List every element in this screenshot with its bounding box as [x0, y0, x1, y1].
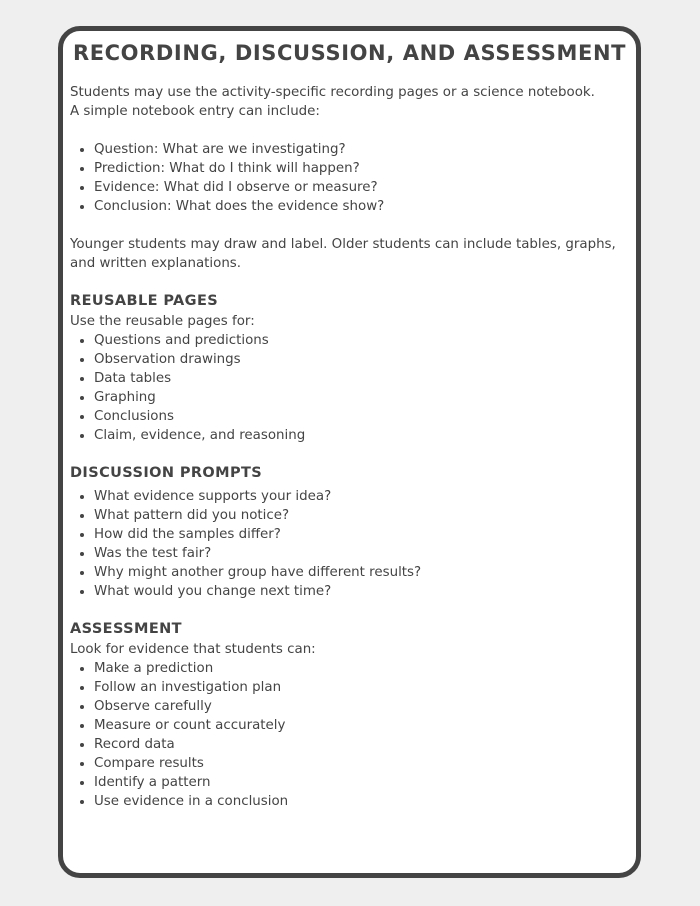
page-title: RECORDING, DISCUSSION, AND ASSESSMENT — [72, 41, 627, 65]
list-item: • Prediction: What do I think will happen? — [94, 159, 626, 178]
list-item: • Observe carefully — [94, 697, 626, 716]
list-item: • Graphing — [94, 388, 626, 407]
assessment-list — [70, 659, 626, 811]
notebook-entry-list — [70, 140, 626, 216]
intro-note: Younger students may draw and label. Older students can include tables, graphs, and written explanations. — [70, 237, 616, 271]
list-item: • What pattern did you notice? — [94, 506, 626, 525]
intro-line-1: Students may use the activity-specific recording pages or a science notebook. — [70, 85, 595, 100]
list-item: • What would you change next time? — [94, 582, 626, 601]
list-item: • Record data — [94, 735, 626, 754]
list-item: • Measure or count accurately — [94, 716, 626, 735]
page-content — [70, 83, 626, 811]
discussion-prompts-list — [70, 487, 626, 601]
reusable-pages-lead: Use the reusable pages for: — [70, 314, 255, 329]
intro-line-2: A simple notebook entry can include: — [70, 104, 320, 119]
list-item: • Questions and predictions — [94, 331, 626, 350]
list-item: • What evidence supports your idea? — [94, 487, 626, 506]
list-item: • Question: What are we investigating? — [94, 140, 626, 159]
list-item: • Identify a pattern — [94, 773, 626, 792]
list-item: • Follow an investigation plan — [94, 678, 626, 697]
list-item: • Compare results — [94, 754, 626, 773]
list-item: • Evidence: What did I observe or measure? — [94, 178, 626, 197]
assessment-heading: ASSESSMENT — [70, 621, 182, 637]
list-item: • Data tables — [94, 369, 626, 388]
list-item: • How did the samples differ? — [94, 525, 626, 544]
list-item: • Conclusions — [94, 407, 626, 426]
list-item: • Make a prediction — [94, 659, 626, 678]
list-item: • Was the test fair? — [94, 544, 626, 563]
list-item: • Use evidence in a conclusion — [94, 792, 626, 811]
list-item: • Conclusion: What does the evidence show? — [94, 197, 626, 216]
discussion-prompts-heading: DISCUSSION PROMPTS — [70, 465, 263, 481]
page-card — [58, 26, 641, 878]
list-item: • Why might another group have different results? — [94, 563, 626, 582]
assessment-lead: Look for evidence that students can: — [70, 642, 316, 657]
list-item: • Observation drawings — [94, 350, 626, 369]
reusable-pages-list — [70, 331, 626, 445]
reusable-pages-heading: REUSABLE PAGES — [70, 293, 219, 309]
list-item: • Claim, evidence, and reasoning — [94, 426, 626, 445]
